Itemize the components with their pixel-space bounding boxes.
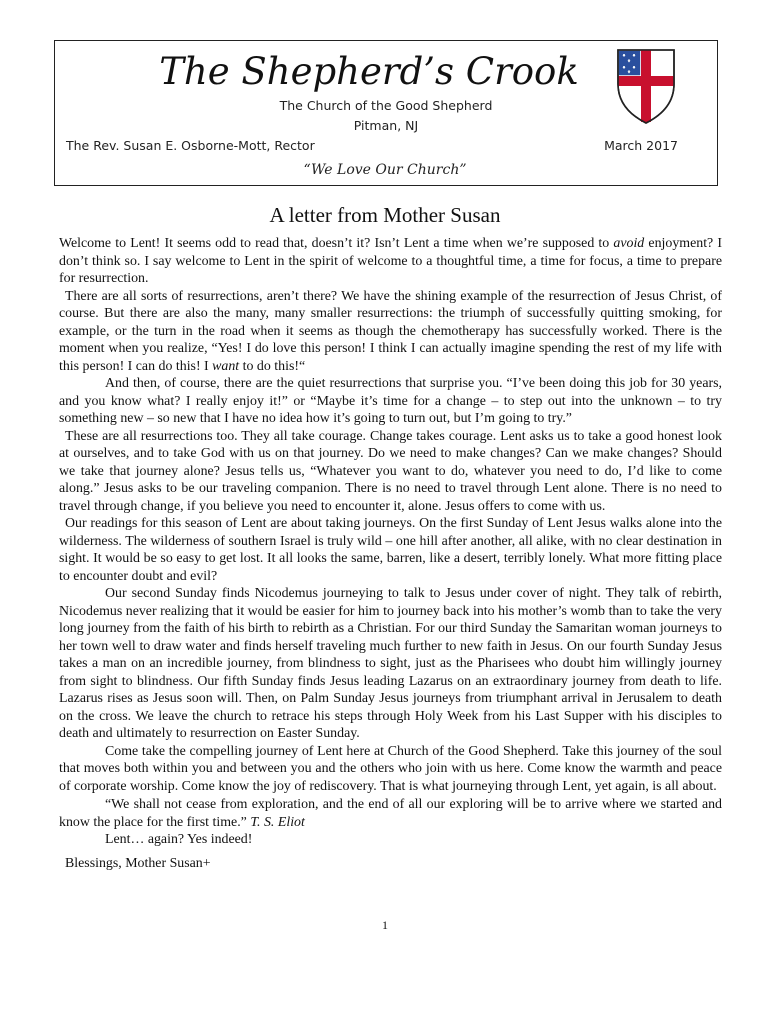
church-name: The Church of the Good Shepherd	[279, 98, 493, 113]
paragraph-quiet-resurrections: And then, of course, there are the quiet resurrections that surprise you. “I’ve been doing this job for 30 years, and you know what? I really enjoy it!” or “Maybe it’s time for a change – to step out into the unknown – to try something new – so new that I have no idea how it’s going to turn out, but I’m going to try.”	[59, 376, 722, 426]
newsletter-title: The Shepherd’s Crook	[159, 50, 579, 93]
letter-body	[59, 235, 722, 872]
paragraph-sundays: Our second Sunday finds Nicodemus journeying to talk to Jesus under cover of night. They talk of rebirth, Nicodemus never realizing that it would be easier for him to journey back into his mother’s womb than to take the very long journey from the faith of his birth to rebirth as a Christian. For our third Sunday the Samaritan woman journeys to her town well to draw water and finds herself traveling much further to new faith in Jesus. On our fourth Sunday Jesus takes a man on an incredible journey, from blindness to sight, just as the Pharisees who doubt him willingly journey from sight to blindness. Our fifth Sunday finds Jesus leading Lazarus on an extraordinary journey from death to life. Lazarus rises as Jesus soon will. Then, on Palm Sunday Jesus journeys from triumphant arrival in Jerusalem to death on the cross. We leave the church to retrace his steps through Holy Week from his Last Supper with his disciples to death and ultimately to resurrection on Easter Sunday.	[59, 586, 722, 741]
letter-title: A letter from Mother Susan	[269, 203, 501, 227]
eliot-quote: “We shall not cease from exploration, and the end of all our exploring will be to arrive where we started and know the place for the first time.” T. S. Eliot	[59, 797, 722, 830]
quote-author: T. S. Eliot	[250, 814, 305, 830]
paragraph-welcome: Welcome to Lent! It seems odd to read that, doesn’t it? Isn’t Lent a time when we’re supposed to avoid enjoyment? I don’t think so. I say welcome to Lent in the spirit of welcome to a thoughtful time, a time for focus, a time to prepare for resurrection.	[59, 236, 722, 286]
emphasis-avoid: avoid	[613, 236, 645, 251]
signoff: Blessings, Mother Susan+	[65, 855, 211, 871]
issue-date: March 2017	[604, 138, 678, 153]
paragraph-readings: Our readings for this season of Lent are about taking journeys. On the first Sunday of Lent Jesus walks alone into the wilderness. The wilderness of southern Israel is truly wild – one hill after another, all alike, with no clear destination in sight. It would be so easy to get lost. It all looks the same, barren, like a desert, terribly lonely. What more fitting place to encounter doubt and evil?	[59, 516, 722, 584]
closing-line: Lent… again? Yes indeed!	[105, 832, 253, 847]
episcopal-shield-icon	[614, 46, 678, 126]
rector-line: The Rev. Susan E. Osborne-Mott, Rector	[66, 138, 315, 153]
paragraph-courage: These are all resurrections too. They all take courage. Change takes courage. Lent asks us to take a good honest look at ourselves, and to take God with us on that journey. Do we need to make changes? Can we make changes? Should we take that journey alone? Jesus tells us, “Whatever you want to do, whatever you need to do, I’d like to come along.” Jesus asks to be our traveling companion. There is no need to travel through Lent alone. There is no need to travel through change, if you believe you need to encounter it, alone. Jesus offers to come with us.	[59, 428, 722, 514]
paragraph-invitation: Come take the compelling journey of Lent here at Church of the Good Shepherd. Take this journey of the soul that moves both within you and between you and the others who join with us here. Come know the warmth and peace of corporate worship. Come know the joy of rediscovery. That is what journeying through Lent, yet again, is all about.	[59, 743, 722, 794]
page-number: 1	[382, 918, 388, 932]
motto: “We Love Our Church”	[303, 162, 467, 178]
paragraph-resurrections: There are all sorts of resurrections, aren’t there? We have the shining example of the resurrection of Jesus Christ, of course. But there are also the many, many smaller resurrections: the triumph of successfully quitting smoking, for example, or the turn in the road when it seems as though the chemotherapy has successfully worked. There is the moment when you realize, “Yes! I do love this person! I think I can actually imagine spending the rest of my life with this person! I can do this! I want to do this!“	[59, 288, 722, 374]
church-location: Pitman, NJ	[353, 118, 419, 133]
emphasis-want: want	[212, 358, 240, 374]
